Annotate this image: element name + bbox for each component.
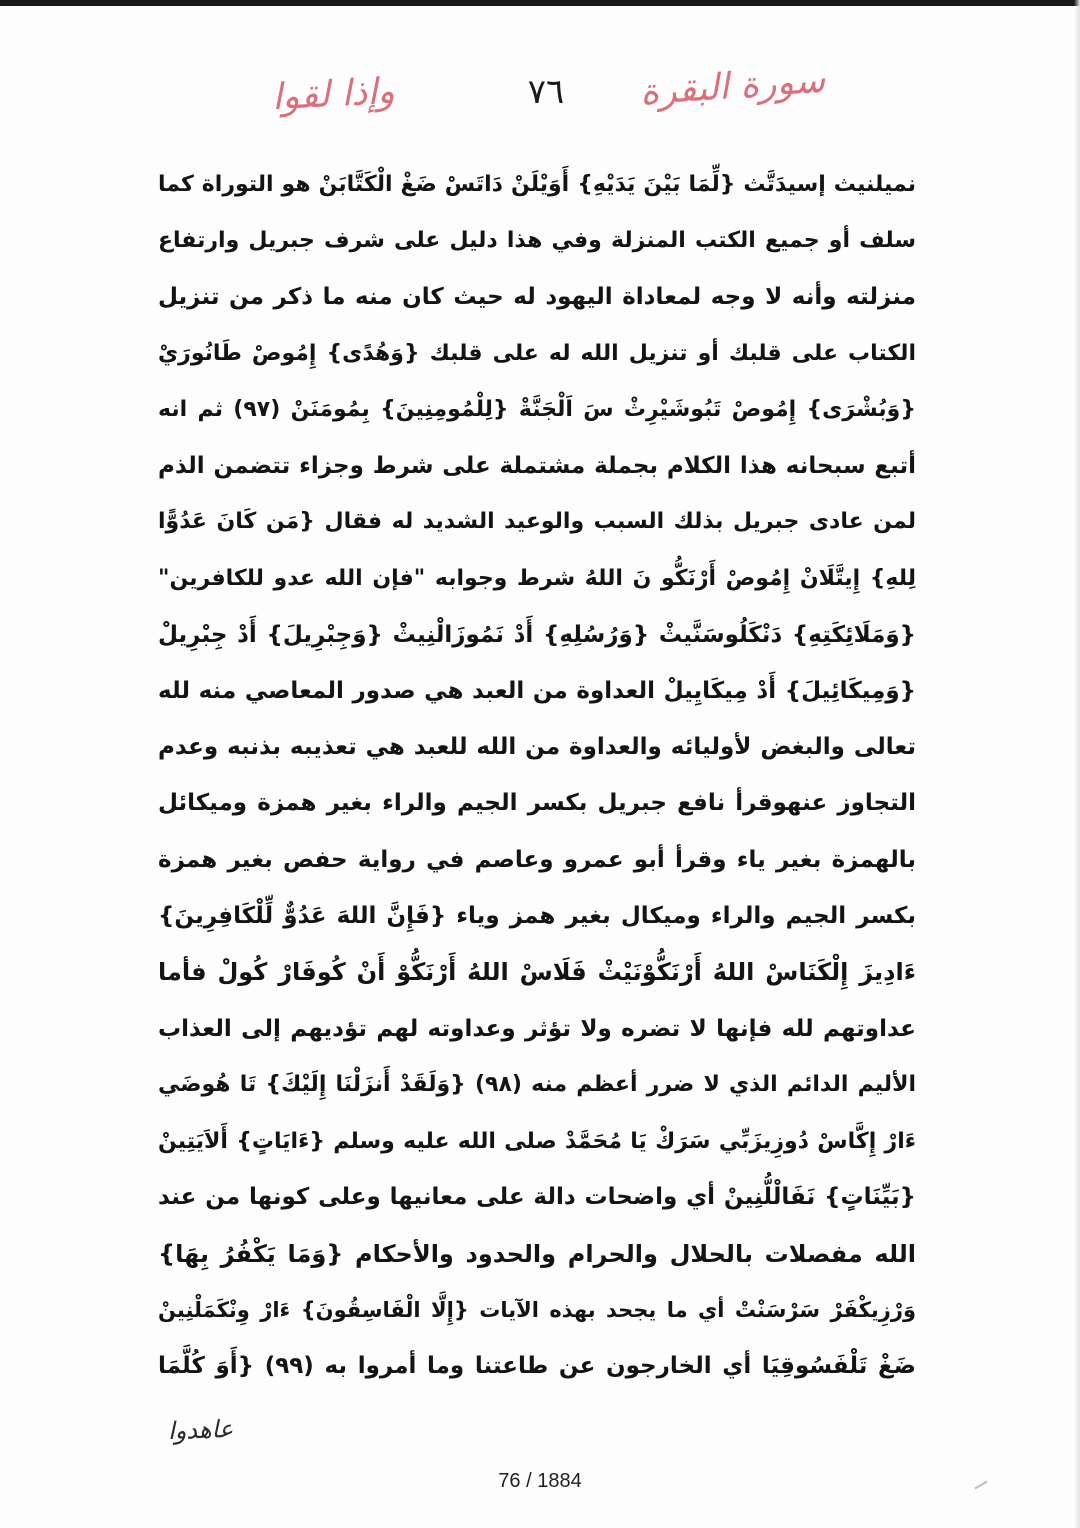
- text-line: التجاوز عنهوقرأ نافع جبريل بكسر الجيم والراء بغير همزة وميكائل: [158, 790, 916, 817]
- text-line: {بَيِّنَاتٍ} نَفَالْلُّنِينْ أي واضحات دالة على معانيها وعلى كونها من عند: [158, 1184, 916, 1211]
- text-line: أتبع سبحانه هذا الكلام بجملة مشتملة على شرط وجزاء تتضمن الذم: [158, 452, 916, 479]
- text-line: منزلته وأنه لا وجه لمعاداة اليهود له حيث كان منه ما ذكر من تنزيل: [158, 283, 916, 310]
- handwritten-header-right: سورة البقرة: [638, 59, 827, 114]
- text-line: ضَغْ تَلْفَسُوقِيَا أي الخارجون عن طاعتنا وما أمروا به (٩٩) {أَوَ كُلَّمَا: [158, 1353, 916, 1380]
- margin-mark: [974, 1481, 987, 1490]
- text-line: ءَادِيزَ إِلْكَنَاسْ اللهُ أَرْنَكُّوْنَيْثْ فَلَاسْ اللهُ أَرْنَكُّوْ أَنْ كُوفَارْ كُولْ فأما: [158, 958, 916, 987]
- text-line: بكسر الجيم والراء وميكال بغير همز وياء {فَإِنَّ اللهَ عَدُوٌّ لِّلْكَافِرِينَ}: [158, 903, 916, 929]
- scan-top-edge: [0, 0, 1080, 6]
- text-line: وَرْزِيكْفَرْ سَرْسَنْتْ أي ما يجحد بهذه الآيات {إِلَّا الْفَاسِقُونَ} ءَارْ وِنْكَمَلْنِينْ: [158, 1298, 916, 1323]
- page-counter: 76 / 1884: [498, 1470, 582, 1492]
- text-line: الأليم الدائم الذي لا ضرر أعظم منه (٩٨) {وَلَقَدْ أَنزَلْنَا إِلَيْكَ} تَا هُوضَي: [158, 1072, 916, 1098]
- text-line: {وَمَلَائِكَتِهِ} دَنْكَلُوسَنَّيثْ {وَرُسُلِهِ} أَدْ نَمُوزَالْنِيثْ {وَجِبْرِيلَ} أَدْ جِبْرِيلْ: [158, 621, 916, 648]
- text-line: لمن عادى جبريل بذلك السبب والوعيد الشديد له فقال {مَن كَانَ عَدُوًّا: [158, 509, 916, 535]
- text-line: تعالى والبغض لأوليائه والعداوة من الله للعبد هي تعذيبه بذنبه وعدم: [158, 734, 916, 761]
- page-number: ٧٦: [527, 72, 565, 112]
- handwritten-header-left: وإذا لقوا: [271, 70, 396, 119]
- handwritten-footer-note: عاهدوا: [167, 1414, 234, 1446]
- text-line: نميلنيث إسيدَتَّث {لِّمَا بَيْنَ يَدَيْهِ} أَوَيْلَنْ دَاتَسْ ضَغْ الْكَتَّابَنْ هو التوراة كما: [158, 171, 916, 197]
- scan-right-shadow: [1074, 0, 1080, 1528]
- text-line: لِلهِ} إِيتَّلَانْ إِمُوصْ أَرْنَكُّو نَ اللهُ شرط وجوابه "فإن الله عدو للكافرين": [158, 565, 916, 591]
- text-line: {وَبُشْرَى} إِمُوصْ تَبُوشَيْرِثْ سَ اَلْجَنَّةْ {لِلْمُومِنِينَ} بِمُومَنَنْ (٩٧) ثم انه: [158, 396, 916, 422]
- text-line: عداوتهم لله فإنها لا تضره ولا تؤثر وعداوته لهم تؤديهم إلى العذاب: [158, 1015, 916, 1042]
- body-text: [158, 156, 916, 1406]
- text-line: الكتاب على قلبك أو تنزيل الله له على قلبك {وَهُدًى} إِمُوصْ طَانُورَيْ: [158, 340, 916, 366]
- text-line: {وَمِيكَائِيلَ} أَدْ مِيكَايِيلْ العداوة من العبد هي صدور المعاصي منه لله: [158, 677, 916, 704]
- text-line: بالهمزة بغير ياء وقرأ أبو عمرو وعاصم في رواية حفص بغير همزة: [158, 846, 916, 873]
- text-line: الله مفصلات بالحلال والحرام والحدود والأحكام {وَمَا يَكْفُرُ بِهَا}: [158, 1239, 916, 1268]
- text-line: ءَارْ إِكَّاسْ دُوزِيزَبِّي سَرَكْ يَا مُحَمَّدْ صلى الله عليه وسلم {ءَايَاتٍ} أَلاَيَتِينْ: [158, 1128, 916, 1154]
- text-line: سلف أو جميع الكتب المنزلة وفي هذا دليل على شرف جبريل وارتفاع: [158, 227, 916, 253]
